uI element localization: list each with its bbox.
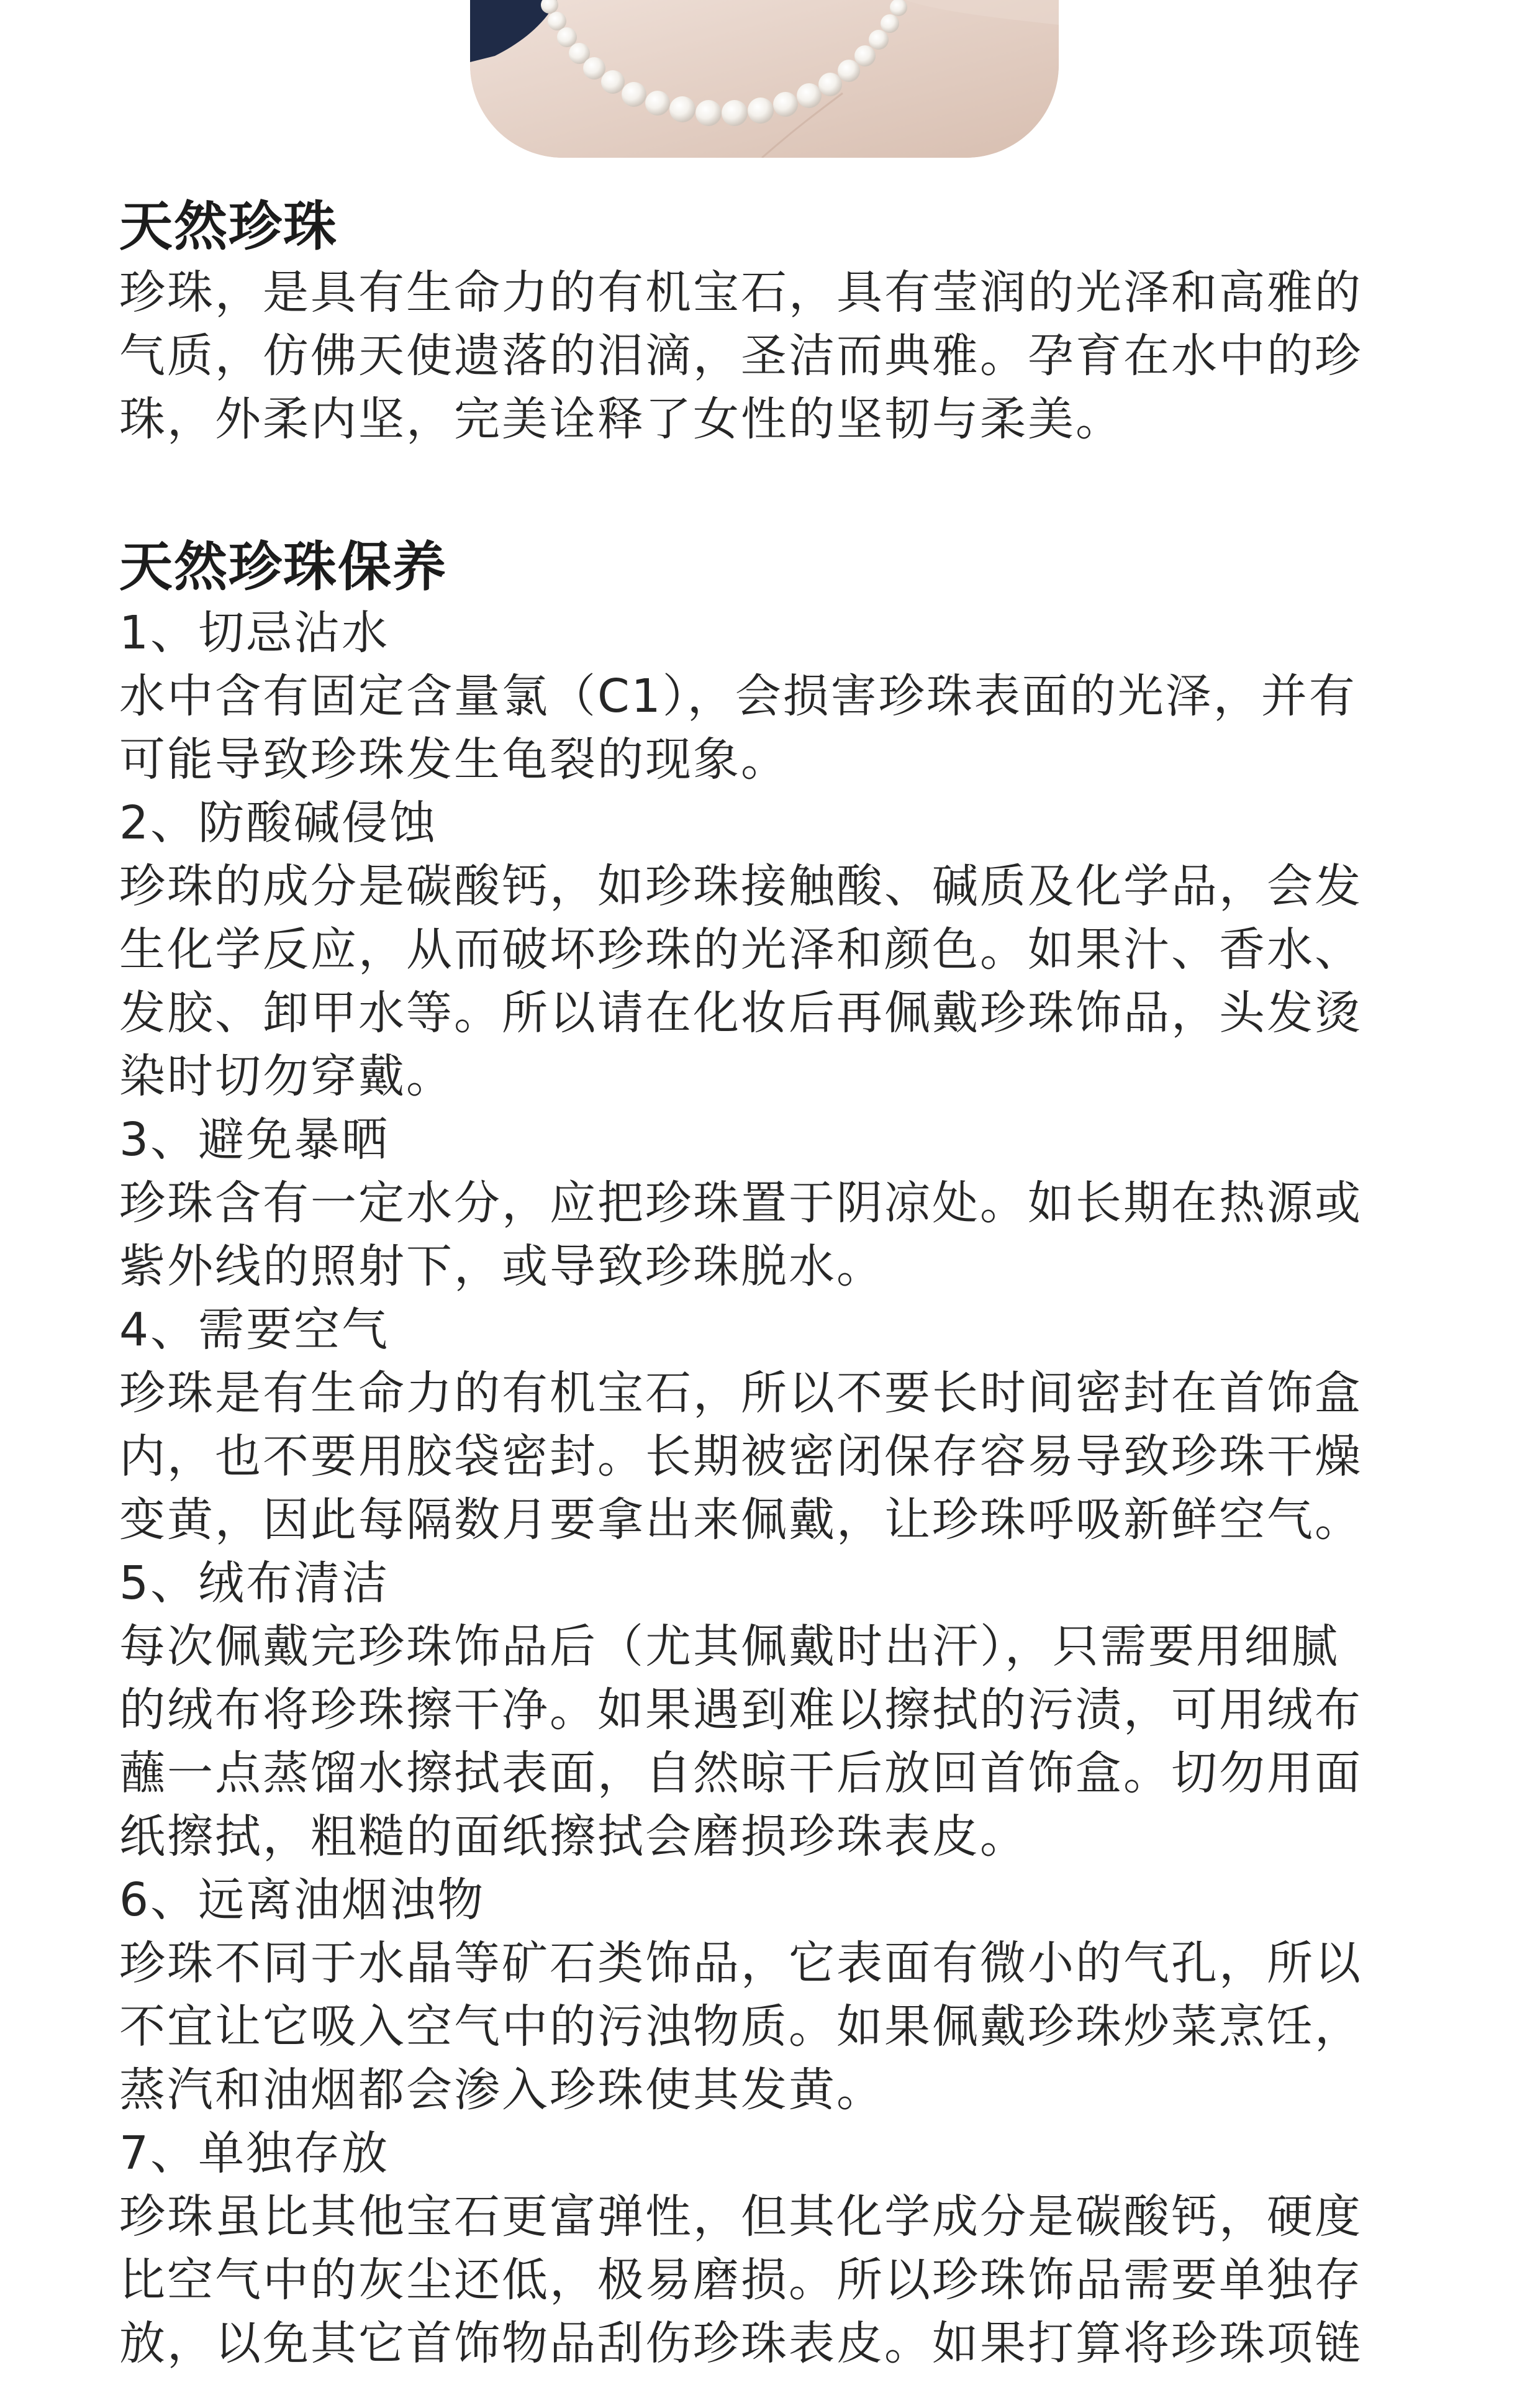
article-content <box>119 193 1423 2375</box>
care-item-1-text: 可能导致珍珠发生龟裂的现象。 <box>119 733 789 786</box>
care-item-5-text: 的绒布将珍珠擦干净。如果遇到难以擦拭的污渍，可用绒布 <box>119 1683 1362 1737</box>
care-item-2-heading: 2、防酸碱侵蚀 <box>119 796 438 850</box>
care-item-6-text: 珍珠不同于水晶等矿石类饰品，它表面有微小的气孔，所以 <box>119 1937 1362 1990</box>
care-item-5-text: 蘸一点蒸馏水擦拭表面，自然晾干后放回首饰盒。切勿用面 <box>119 1747 1362 1800</box>
care-item-6-text: 不宜让它吸入空气中的污浊物质。如果佩戴珍珠炒菜烹饪， <box>119 2000 1362 2053</box>
care-item-2-text: 发胶、卸甲水等。所以请在化妆后再佩戴珍珠饰品，头发烫 <box>119 986 1362 1040</box>
care-item-4-text: 内，也不要用胶袋密封。长期被密闭保存容易导致珍珠干燥 <box>119 1430 1362 1483</box>
care-item-4-heading: 4、需要空气 <box>119 1303 390 1356</box>
intro-line-3: 珠，外柔内坚，完美诠释了女性的坚韧与柔美。 <box>119 393 1123 446</box>
section-spacer <box>119 451 1423 533</box>
care-item-3-text: 紫外线的照射下，或导致珍珠脱水。 <box>119 1240 884 1293</box>
care-item-2-text: 生化学反应，从而破坏珍珠的光泽和颜色。如果汁、香水、 <box>119 923 1362 976</box>
care-item-4-text: 变黄，因此每隔数月要拿出来佩戴，让珍珠呼吸新鲜空气。 <box>119 1493 1362 1547</box>
care-item-3-heading: 3、避免暴晒 <box>119 1113 390 1166</box>
care-item-3-text: 珍珠含有一定水分，应把珍珠置于阴凉处。如长期在热源或 <box>119 1176 1362 1230</box>
intro-line-1: 珍珠，是具有生命力的有机宝石，具有莹润的光泽和高雅的 <box>119 266 1362 319</box>
care-item-7-heading: 7、单独存放 <box>119 2127 390 2180</box>
care-item-4-text: 珍珠是有生命力的有机宝石，所以不要长时间密封在首饰盒 <box>119 1366 1362 1420</box>
care-item-7-text: 比空气中的灰尘还低，极易磨损。所以珍珠饰品需要单独存 <box>119 2253 1362 2307</box>
pearl-necklace-photo <box>470 0 1059 158</box>
care-item-6-heading: 6、远离油烟浊物 <box>119 1873 486 1927</box>
section-title-pearl-care: 天然珍珠保养 <box>119 536 447 598</box>
care-item-5-heading: 5、绒布清洁 <box>119 1556 390 1610</box>
care-item-7-text: 珍珠虽比其他宝石更富弹性，但其化学成分是碳酸钙，硬度 <box>119 2190 1362 2243</box>
care-item-2-text: 染时切勿穿戴。 <box>119 1050 454 1103</box>
care-item-2-text: 珍珠的成分是碳酸钙，如珍珠接触酸、碱质及化学品，会发 <box>119 860 1362 913</box>
pearl-necklace-illustration <box>470 0 1059 158</box>
care-item-5-text: 纸擦拭，粗糙的面纸擦拭会磨损珍珠表皮。 <box>119 1810 1028 1863</box>
care-item-5-text: 每次佩戴完珍珠饰品后（尤其佩戴时出汗），只需要用细腻 <box>119 1620 1339 1673</box>
care-item-1-heading: 1、切忌沾水 <box>119 606 390 660</box>
care-item-6-text: 蒸汽和油烟都会渗入珍珠使其发黄。 <box>119 2063 884 2117</box>
intro-line-2: 气质，仿佛天使遗落的泪滴，圣洁而典雅。孕育在水中的珍 <box>119 329 1362 383</box>
care-item-7-text: 放，以免其它首饰物品刮伤珍珠表皮。如果打算将珍珠项链 <box>119 2317 1362 2370</box>
care-item-1-text: 水中含有固定含量氯（C1），会损害珍珠表面的光泽，并有 <box>119 670 1357 723</box>
section-title-natural-pearl: 天然珍珠 <box>119 196 338 258</box>
